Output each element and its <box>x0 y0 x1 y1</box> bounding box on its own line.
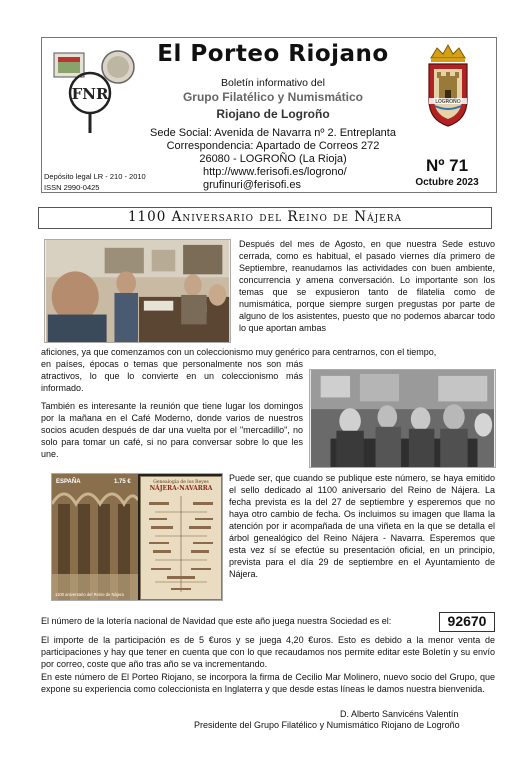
vignette-subtitle: NÁJERA-NAVARRA <box>149 485 213 492</box>
postal-line: 26080 - LOGROÑO (La Rioja) <box>199 153 347 165</box>
lottery-line: El número de la lotería nacional de Navidad que este año juega nuestra Sociedad es el: <box>41 616 392 626</box>
address-block <box>138 127 408 166</box>
genealogy-tree-icon <box>141 492 221 596</box>
paragraph-1-continued: aficiones, ya que comenzamos con un coleccionismo muy genérico para centrarnos, con el tiempo, <box>41 347 437 357</box>
stamp-image <box>52 474 138 601</box>
contact-info <box>203 166 347 192</box>
genealogy-vignette <box>140 476 222 600</box>
paragraph-1: Después del mes de Agosto, en que nuestra Sede estuvo cerrada, como es habitual, el pasado viernes día primero de Septiembre, reanudamos las actividades con buen ambiente, concurrencia y amena conversación. Lo importante son los temas que se expusieron tanto de filatelia como de numismática, porque siempre surgen pregustas por parte de alguno de los asistentes, puesto que no podemos abarcar todo lo que aportan ambas <box>239 239 495 333</box>
stamp-sheet <box>51 473 223 601</box>
club-logo-letters: FNR <box>71 85 109 103</box>
logrono-crest <box>425 42 471 128</box>
paragraph-5: El importe de la participación es de 5 €uros y se juega 4,20 €uros. Esto es debido a la menor venta de participaciones y hay que tener en cuenta que con lo que recaudamos nos permite editar este Boletín y su envío por correo, coste que año tras año se va incrementando. <box>41 635 495 669</box>
newsletter-title: El Porteo Riojano <box>157 41 389 67</box>
newsletter-subtitle: Boletín informativo del <box>221 77 325 89</box>
issue-number: Nº 71 <box>425 156 469 175</box>
club-logo <box>50 45 140 135</box>
stamp-country: ESPAÑA <box>56 479 81 485</box>
issue-date: Octubre 2023 <box>415 177 479 188</box>
legal-info <box>44 171 146 193</box>
paragraph-2: en países, épocas o temas que personalmente nos son más atractivos, lo que lo convierte en un coleccionismo más informado. <box>41 359 303 393</box>
article-headline: 1100 Aniversario del Reino de Nájera <box>127 209 403 225</box>
correspondencia-line: Correspondencia: Apartado de Correos 272 <box>166 140 380 152</box>
issn: ISSN 2990-0425 <box>44 183 100 192</box>
paragraph-6: En este número de El Porteo Riojano, se incorpora la firma de Cecilio Mar Molinero, nuevo socio del Grupo, que expone su experiencia como coleccionista en Inglaterra y que desde estas líneas le damos nuestra bienvenida. <box>41 672 495 694</box>
group-name: Grupo Filatélico y Numismático <box>182 90 364 104</box>
stamp-value: 1.75 € <box>114 479 131 485</box>
crest-label: LOGROÑO <box>435 99 461 105</box>
group-city: Riojano de Logroño <box>216 107 330 121</box>
lottery-number: 92670 <box>447 613 487 629</box>
cafe-photo <box>309 369 496 468</box>
email-link[interactable]: grufinuri@ferisofi.es <box>203 179 301 191</box>
deposito-legal: Depósito legal LR - 210 - 2010 <box>44 172 146 181</box>
signature-name: D. Alberto Sanvicéns Valentín <box>340 709 459 719</box>
stamp-caption: 1100 aniversario del Reino de Nájera <box>55 592 124 597</box>
paragraph-3: También es interesante la reunión que tiene lugar los domingos por la mañana en el Café Moderno, donde varios de nuestros socios acuden después de dar una vuelta por el "mercadillo", no solo para tomar un café, si no para conversar sobre lo que les une. <box>41 401 303 459</box>
vignette-title: Genealogía de los Reyes <box>153 480 209 485</box>
paragraph-4: Puede ser, que cuando se publique este número, se haya emitido el sello dedicado al 1100 aniversario del Reino de Nájera. La fecha prevista es la del 27 de septiembre y esperemos que no haya otro cambio de fecha. Os incluimos su imagen que llama la atención por ir acompañada de una viñeta en la que se detalla el árbol genealógico del Reino Nájera - Navarra. Esperemos que esta vez sí se efectúe su presentación oficial, en un principio, prevista para el día 29 de septiembre en el Ayuntamiento de Nájera. <box>229 473 495 579</box>
sede-line: Sede Social: Avenida de Navarra nº 2. Entreplanta <box>150 127 396 139</box>
meeting-photo <box>44 239 231 343</box>
signature-title: Presidente del Grupo Filatélico y Numismático Riojano de Logroño <box>194 720 460 730</box>
website-link[interactable]: http://www.ferisofi.es/logrono/ <box>203 166 347 178</box>
